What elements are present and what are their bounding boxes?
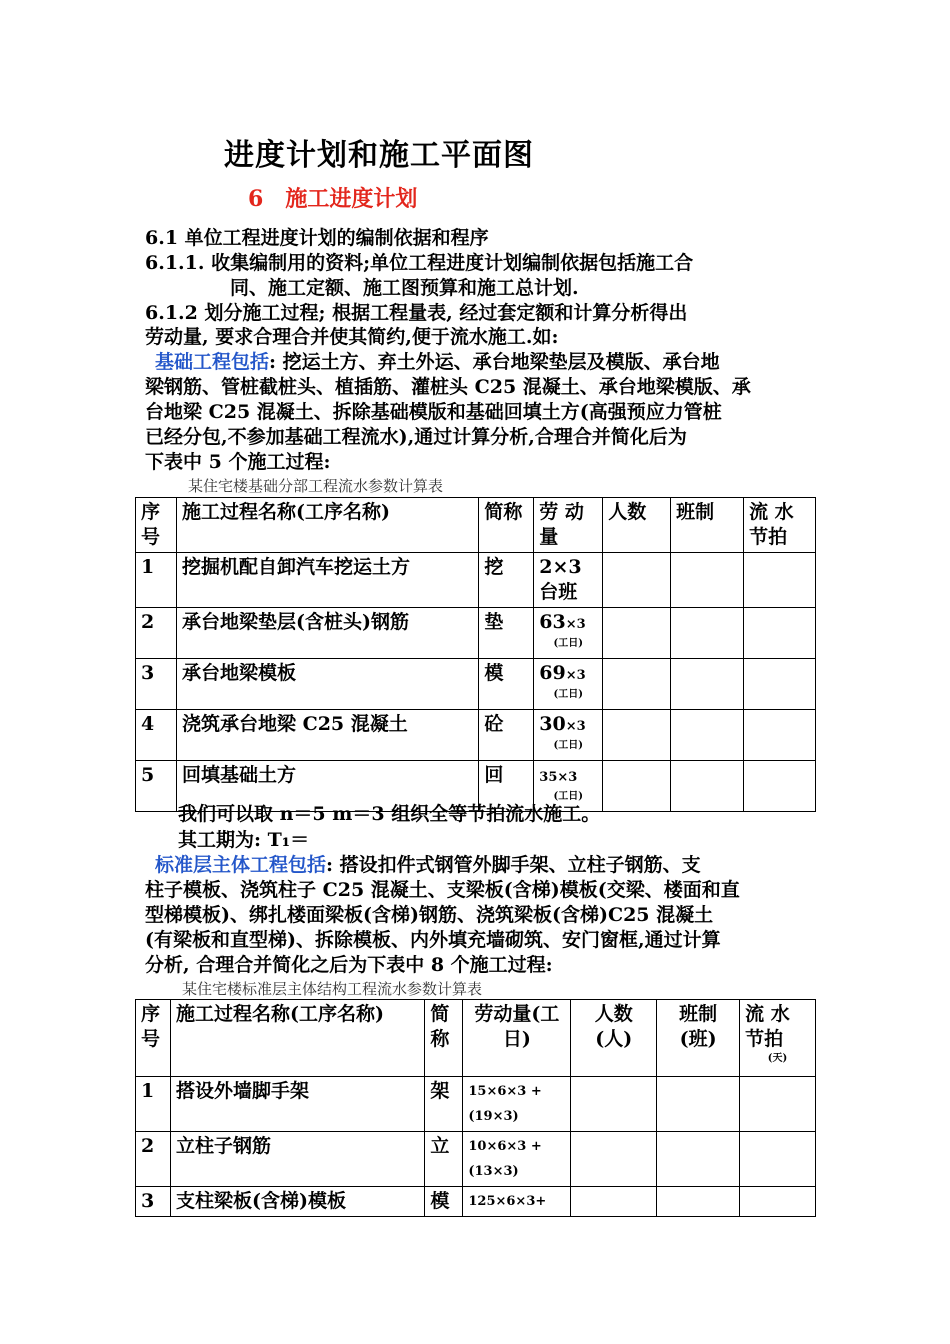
para-line: 标准层主体工程包括: 搭设扣件式钢管外脚手架、立柱子钢筋、支 [155,854,701,876]
header-cell: 人数 [603,498,671,553]
section-heading [248,182,417,213]
foundation-label: 基础工程包括 [155,351,270,373]
table-row: 2 立柱子钢筋 立 10×6×3 + (13×3) [136,1132,816,1187]
table2-caption: 某住宅楼标准层主体结构工程流水参数计算表 [182,980,483,998]
header-cell: 序号 [136,1000,171,1077]
para-line: 其工期为: T₁＝ [178,829,310,851]
para-line: 台地梁 C25 混凝土、拆除基础模版和基础回填土方(高强预应力管桩 [145,401,722,423]
table-header-row [136,498,816,553]
para-line: 6.1.1. 收集编制用的资料;单位工程进度计划编制依据包括施工合 [145,252,694,274]
foundation-table [135,497,816,812]
para-line: (有梁板和直型梯)、拆除模板、内外填充墙砌筑、安门窗框,通过计算 [145,929,721,951]
para-line: 下表中 5 个施工过程: [145,451,331,473]
table-row: 4 浇筑承台地梁 C25 混凝土 砼 30×3 (工日) [136,710,816,761]
para-line: 6.1.2 划分施工过程; 根据工程量表, 经过套定额和计算分析得出 [145,302,688,324]
header-cell: 班制(班) [657,1000,740,1077]
table-row: 5 回填基础土方 回 35×3 (工日) [136,761,816,812]
main-structure-label: 标准层主体工程包括 [155,854,327,876]
header-cell: 劳动量(工日) [463,1000,571,1077]
header-cell: 流 水 节拍 [744,498,816,553]
header-cell: 人数(人) [571,1000,657,1077]
para-line: 柱子模板、浇筑柱子 C25 混凝土、支梁板(含梯)模板(交梁、楼面和直 [145,879,740,901]
para-line: 分析, 合理合并简化之后为下表中 8 个施工过程: [145,954,553,976]
table-row: 1 挖掘机配自卸汽车挖运土方 挖 2×3 台班 [136,553,816,608]
para-line: 劳动量, 要求合理合并使其简约,便于流水施工.如: [145,326,559,348]
table-row: 3 支柱梁板(含梯)模板 模 125×6×3+ [136,1187,816,1217]
para-line: 基础工程包括: 挖运土方、弃土外运、承台地梁垫层及模版、承台地 [155,351,720,373]
header-cell: 劳 动 量 [534,498,603,553]
header-cell: 简称 [479,498,534,553]
para-line: 已经分包,不参加基础工程流水),通过计算分析,合理合并简化后为 [145,426,687,448]
header-cell: 施工过程名称(工序名称) [176,498,478,553]
para-line: 同、施工定额、施工图预算和施工总计划. [230,277,579,299]
para-line: 6.1 单位工程进度计划的编制依据和程序 [145,227,489,249]
section-title: 施工进度计划 [285,186,418,212]
table-row: 1 搭设外墙脚手架 架 15×6×3 + (19×3) [136,1077,816,1132]
doc-title: 进度计划和施工平面图 [224,138,534,173]
table1-caption: 某住宅楼基础分部工程流水参数计算表 [188,477,444,495]
para-line: 型梯模板)、绑扎楼面梁板(含梯)钢筋、浇筑梁板(含梯)C25 混凝土 [145,904,714,926]
section-number: 6 [248,186,264,212]
header-cell: 序号 [136,498,177,553]
header-cell: 流 水 节拍 (天) [740,1000,816,1077]
para-line: 梁钢筋、管桩截桩头、植插筋、灌桩头 C25 混凝土、承台地梁模版、承 [145,376,751,398]
para-line: 我们可以取 n＝5 m＝3 组织全等节拍流水施工。 [178,803,601,825]
table-header-row [136,1000,816,1077]
table-row: 2 承台地梁垫层(含桩头)钢筋 垫 63×3 (工日) [136,608,816,659]
table-row: 3 承台地梁模板 模 69×3 (工日) [136,659,816,710]
header-cell: 施工过程名称(工序名称) [170,1000,424,1077]
header-cell: 简称 [425,1000,463,1077]
main-structure-table [135,999,816,1217]
header-cell: 班制 [671,498,744,553]
